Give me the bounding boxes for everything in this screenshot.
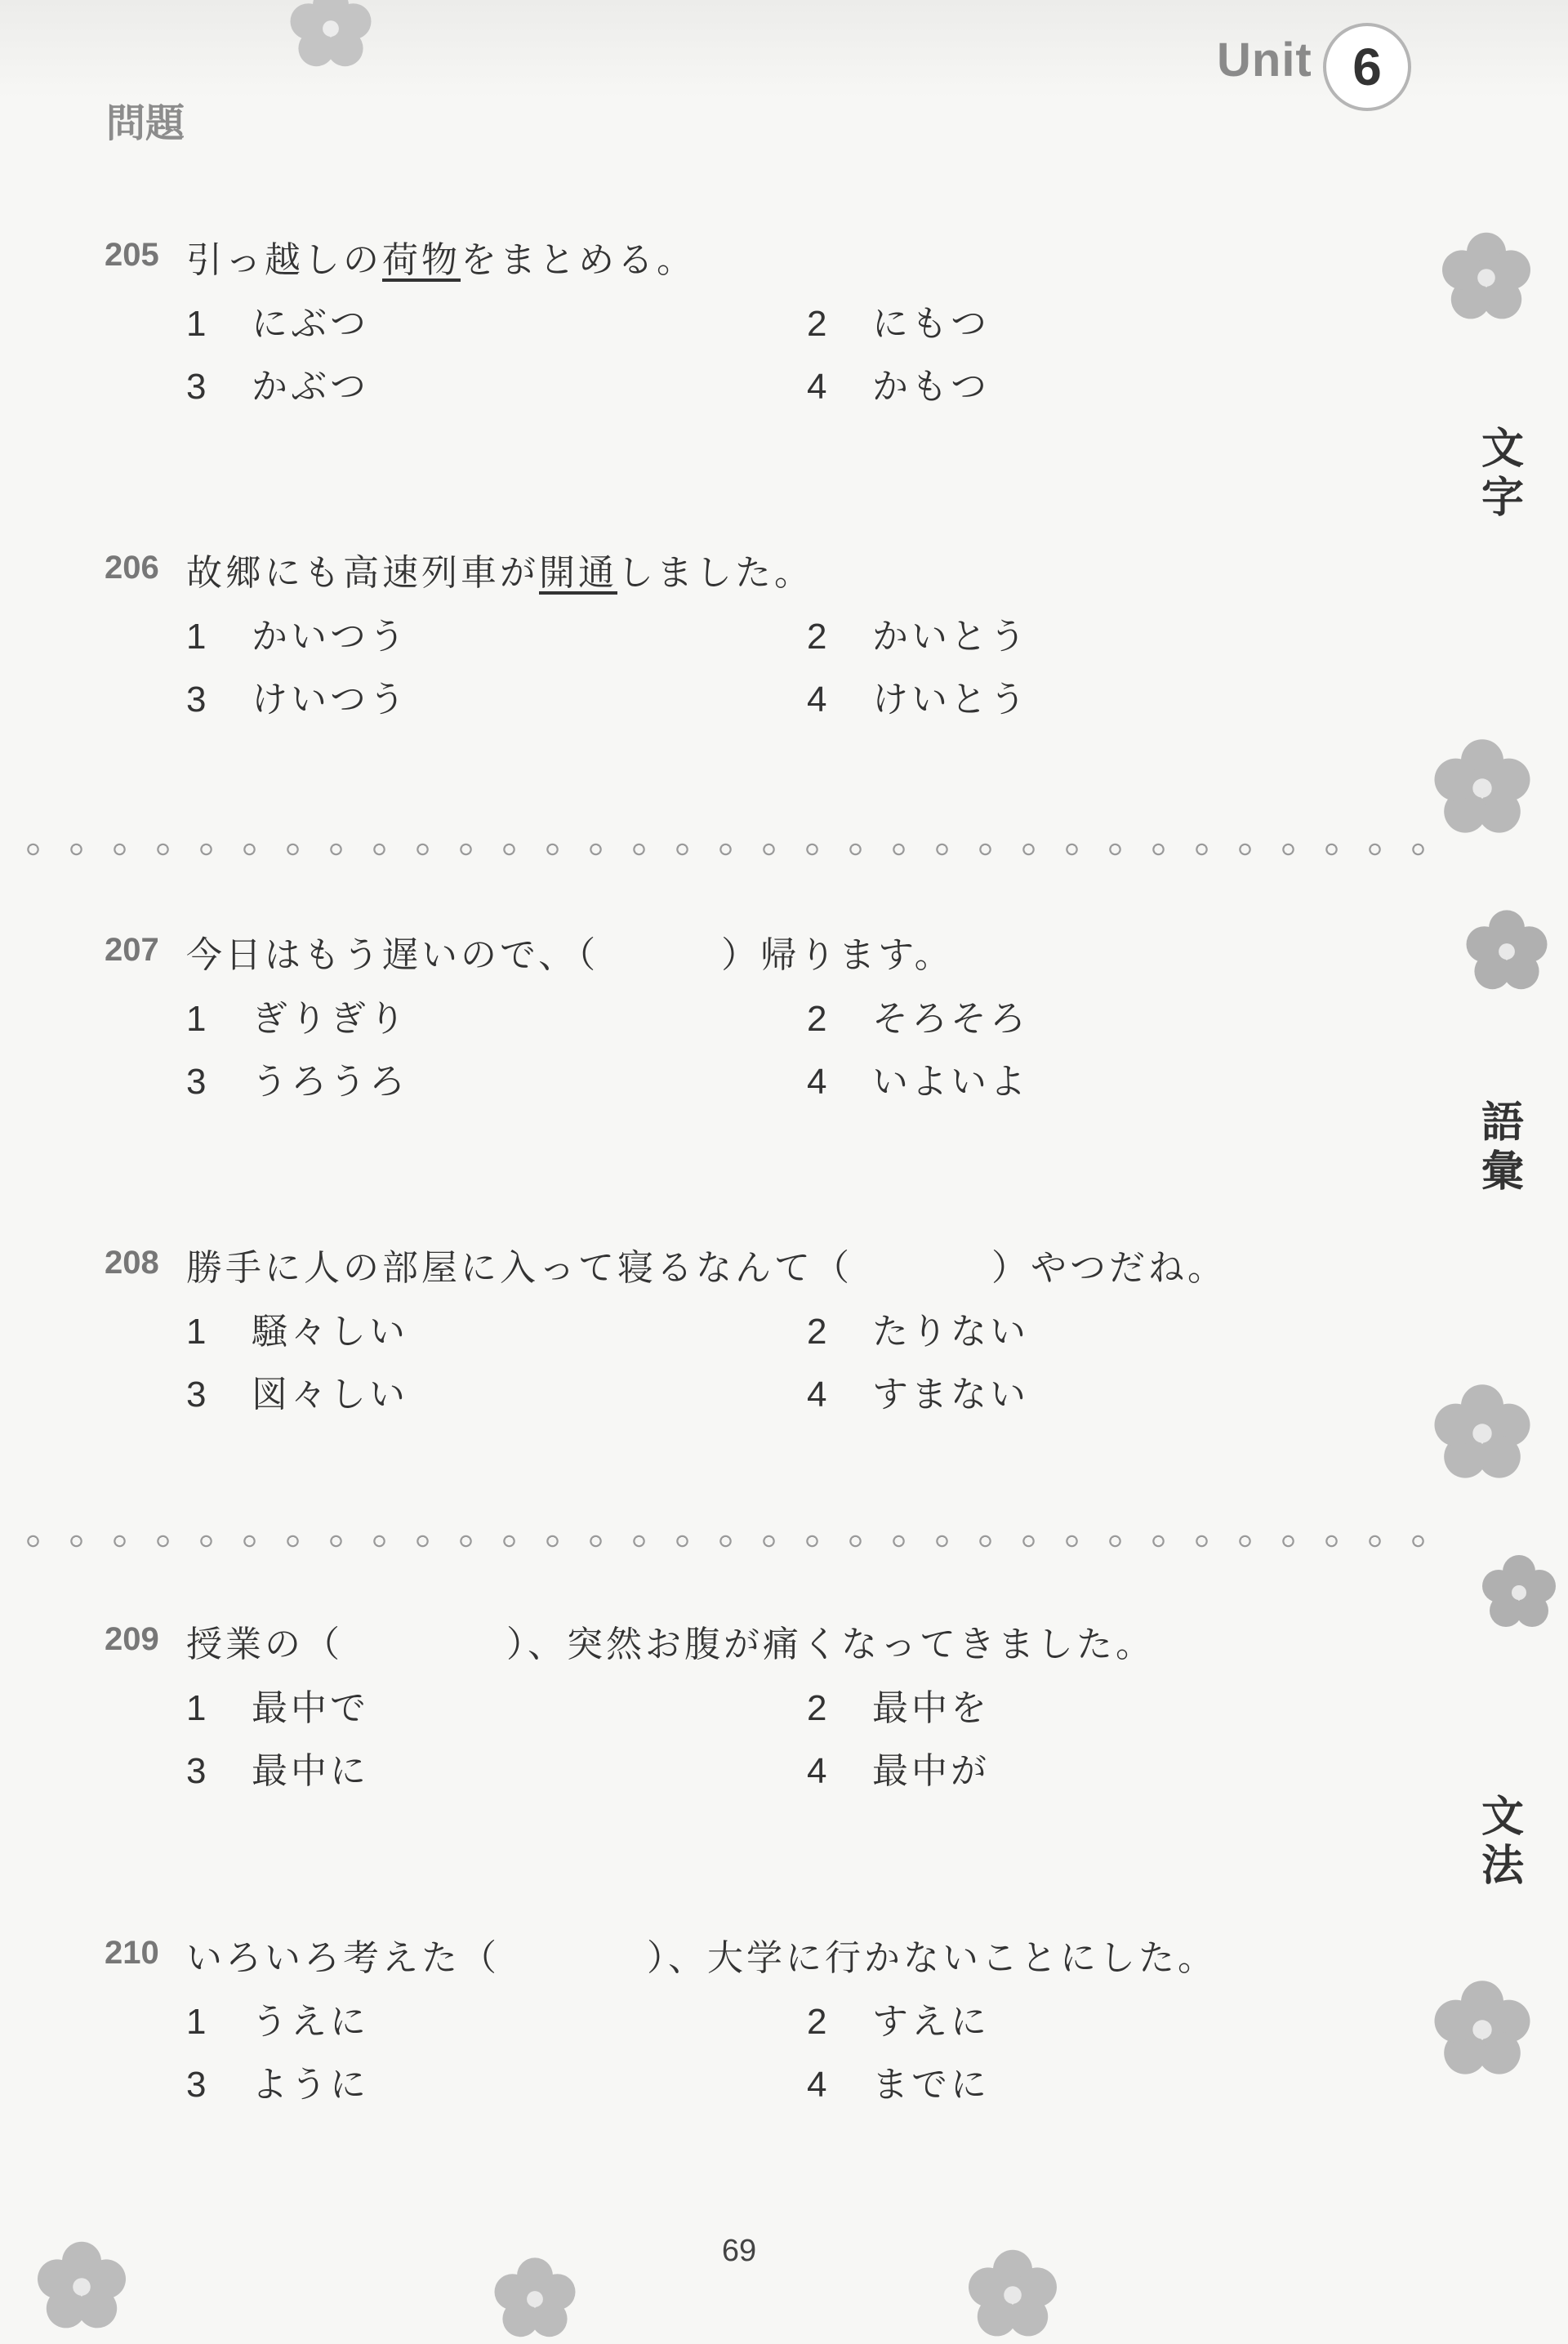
choice-3[interactable]: 3 図々しい bbox=[186, 1374, 408, 1415]
choice-1[interactable]: 1 うえに bbox=[186, 2001, 369, 2043]
flower-icon bbox=[1429, 1976, 1535, 2083]
question-text: 引っ越しの荷物をまとめる。 bbox=[186, 239, 696, 281]
flower-icon bbox=[1429, 1380, 1535, 1486]
underlined-word: 荷物 bbox=[382, 239, 461, 281]
choice-1[interactable]: 1 ぎりぎり bbox=[186, 998, 408, 1040]
question-number: 206 bbox=[105, 550, 159, 586]
question-text: 勝手に人の部屋に入って寝るなんて（ ）やつだね。 bbox=[186, 1247, 1227, 1289]
side-label-grammar: 文法 bbox=[1481, 1793, 1524, 1891]
choice-4[interactable]: 4 けいとう bbox=[807, 679, 1029, 720]
choice-2[interactable]: 2 すえに bbox=[807, 2001, 990, 2043]
choice-3[interactable]: 3 うろうろ bbox=[186, 1061, 408, 1103]
choice-1[interactable]: 1 かいつう bbox=[186, 616, 408, 657]
choice-2[interactable]: 2 そろそろ bbox=[807, 998, 1029, 1040]
unit-label: Unit bbox=[1217, 33, 1312, 87]
question-text: いろいろ考えた（ ）、大学に行かないことにした。 bbox=[186, 1937, 1217, 1979]
question-number: 205 bbox=[105, 237, 159, 273]
side-label-vocabulary: 語彙 bbox=[1481, 1098, 1524, 1197]
question-text: 故郷にも高速列車が開通しました。 bbox=[186, 552, 813, 594]
choice-3[interactable]: 3 ように bbox=[186, 2064, 369, 2106]
dotted-divider bbox=[11, 842, 1432, 857]
choice-1[interactable]: 1 騒々しい bbox=[186, 1311, 408, 1352]
choice-4[interactable]: 4 最中が bbox=[807, 1750, 990, 1792]
question-number: 208 bbox=[105, 1245, 159, 1281]
underlined-word: 開通 bbox=[539, 552, 617, 594]
dotted-divider bbox=[11, 1534, 1432, 1549]
choice-4[interactable]: 4 すまない bbox=[807, 1374, 1029, 1415]
flower-icon bbox=[1478, 1552, 1560, 1633]
question-text: 授業の（ ）、突然お腹が痛くなってきました。 bbox=[186, 1624, 1155, 1665]
question-text: 今日はもう遅いので、（ ）帰ります。 bbox=[186, 934, 954, 976]
choice-4[interactable]: 4 までに bbox=[807, 2064, 990, 2106]
unit-number: 6 bbox=[1352, 38, 1382, 96]
question-number: 207 bbox=[105, 932, 159, 968]
choice-4[interactable]: 4 いよいよ bbox=[807, 1061, 1029, 1103]
choice-3[interactable]: 3 けいつう bbox=[186, 679, 408, 720]
question-number: 210 bbox=[105, 1935, 159, 1971]
choice-2[interactable]: 2 にもつ bbox=[807, 303, 990, 345]
choice-1[interactable]: 1 最中で bbox=[186, 1687, 369, 1729]
choice-2[interactable]: 2 たりない bbox=[807, 1311, 1029, 1352]
section-title: 問題 bbox=[106, 100, 185, 146]
question-number: 209 bbox=[105, 1621, 159, 1657]
unit-badge bbox=[1323, 23, 1411, 111]
flower-icon bbox=[286, 0, 376, 74]
choice-3[interactable]: 3 最中に bbox=[186, 1750, 369, 1792]
page-number: 69 bbox=[721, 2234, 757, 2268]
choice-3[interactable]: 3 かぶつ bbox=[186, 366, 369, 408]
choice-2[interactable]: 2 かいとう bbox=[807, 616, 1029, 657]
flower-icon bbox=[1462, 907, 1552, 996]
choice-2[interactable]: 2 最中を bbox=[807, 1687, 990, 1729]
flower-icon bbox=[1437, 229, 1535, 327]
flower-icon bbox=[1429, 735, 1535, 841]
choice-4[interactable]: 4 かもつ bbox=[807, 366, 990, 408]
choice-1[interactable]: 1 にぶつ bbox=[186, 303, 369, 345]
side-label-characters: 文字 bbox=[1481, 425, 1524, 523]
